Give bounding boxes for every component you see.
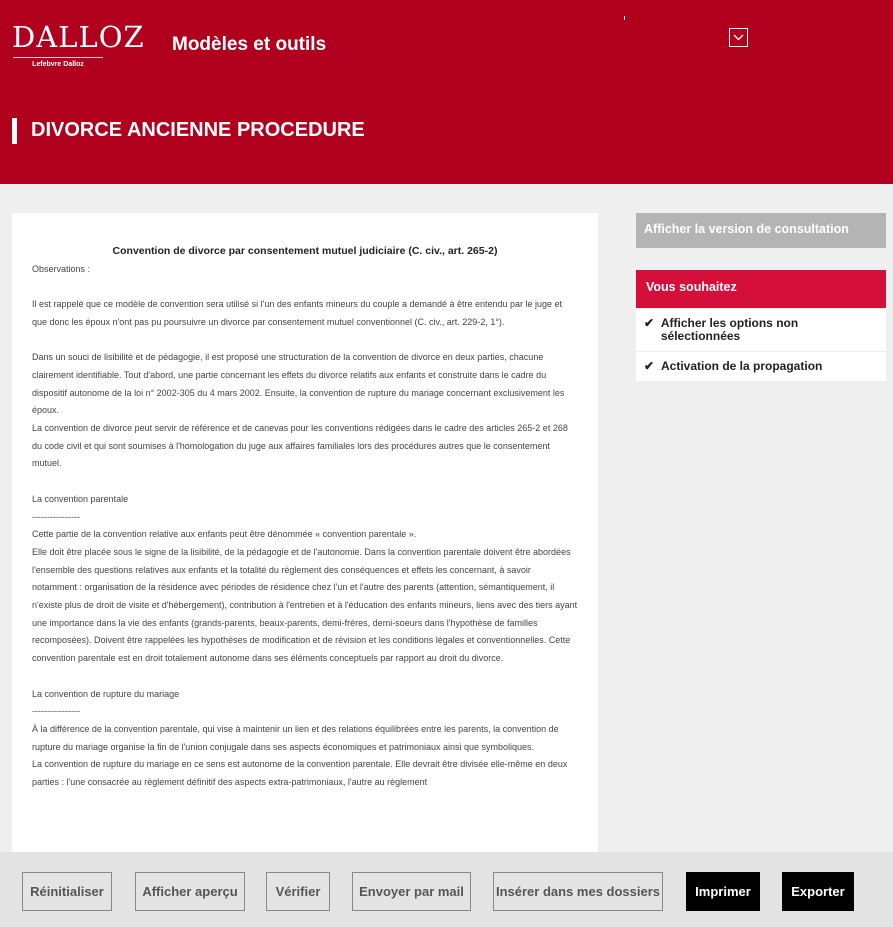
app-title: Modèles et outils <box>172 34 327 55</box>
page-title: DIVORCE ANCIENNE PROCEDURE <box>31 119 365 141</box>
header-divider <box>624 16 625 20</box>
chevron-down-icon[interactable] <box>729 28 748 47</box>
option-propagation[interactable] <box>636 351 886 381</box>
title-accent-bar <box>12 118 17 144</box>
section-rule: ---------------- <box>32 706 80 717</box>
action-bar <box>0 852 893 927</box>
paragraph: Il est rappelé que ce modèle de convention sera utilisé si l'un des enfants mineurs du couple a demandé à être entendu par le juge et que donc les époux n'ont pas pu poursuivre un divorce par consentement mutuel conventionnel (C. civ., art. 229-2, 1°). <box>32 299 563 327</box>
section-title: La convention parentale <box>32 493 129 504</box>
print-button[interactable]: Imprimer <box>686 872 760 911</box>
options-panel <box>636 270 886 381</box>
logo-wordmark: DALLOZ <box>12 20 145 54</box>
export-button[interactable]: Exporter <box>782 872 854 911</box>
document-panel[interactable] <box>12 213 598 853</box>
paragraph: La convention de rupture du mariage en ce sens est autonome de la convention parentale. Elle devrait être divisée elle-même en deux parties : l'une consacrée au règlement définitif des aspects extra-patrimoniaux, l'autre au règlement <box>32 759 568 788</box>
dalloz-logo[interactable] <box>12 20 145 68</box>
insert-folders-button[interactable]: Insérer dans mes dossiers <box>493 872 663 911</box>
observations-label: Observations : <box>32 263 91 274</box>
options-title: Vous souhaitez <box>636 270 886 308</box>
option-label: Activation de la propagation <box>661 359 823 373</box>
header <box>0 0 893 184</box>
logo-subtitle: Lefebvre Dalloz <box>32 61 84 68</box>
paragraph: Cette partie de la convention relative aux enfants peut être dénommée « convention parentale ». <box>32 529 417 540</box>
paragraph: Elle doit être placée sous le signe de la lisibilité, de la pédagogie et de l'autonomie. Dans la convention parentale doivent être abordées l'ensemble des questions relatives aux enfants et la totalité du règlement des conséquences et effets les concernant, à savoir notamment : organisation de la résidence avec périodes de résidence chez l'un et l'autre des parents (attention, sémantiquement, il n'existe plus de droit de visite et d'hébergement), contribution à l'entretien et à l'éducation des enfants mineurs, liens avec des tiers ayant une importance dans la vie des enfants (grands-parents, beaux-parents, demi-frères, demi-soeurs dans l'hypothèse de familles recomposées). Doivent être rappelées les hypothèses de modification et de révision et les conditions légales et conventionnelles. Cette convention parentale est en droit totalement autonome dans ses éléments conceptuels par rapport au droit du divorce. <box>32 546 578 664</box>
document-content <box>12 213 598 792</box>
consult-version-button[interactable]: Afficher la version de consultation <box>636 213 886 248</box>
section-rule: ---------------- <box>32 511 80 522</box>
document-heading: Convention de divorce par consentement mutuel judiciaire (C. civ., art. 265-2) <box>112 245 498 257</box>
paragraph: À la différence de la convention parentale, qui vise à maintenir un lien et des relations équilibrées entre les parents, la convention de rupture du mariage organise la fin de l'union conjugale dans ses aspects économiques et patrimoniaux ainsi que symboliques. <box>32 723 559 752</box>
checkmark-icon[interactable]: ✔ <box>644 316 655 330</box>
logo-rule <box>13 57 103 58</box>
preview-button[interactable]: Afficher aperçu <box>135 872 245 911</box>
checkmark-icon[interactable]: ✔ <box>644 359 655 373</box>
paragraph: La convention de divorce peut servir de référence et de canevas pour les conventions rédigées dans le cadre des articles 265-2 et 268 du code civil et qui sont soumises à l'homologation du juge aux affaires familiales lors des procédures autres que le consentement mutuel. <box>32 423 568 469</box>
option-show-unselected[interactable] <box>636 308 886 351</box>
reset-button[interactable]: Réinitialiser <box>22 872 112 911</box>
paragraph: Dans un souci de lisibilité et de pédagogie, il est proposé une structuration de la convention de divorce en deux parties, chacune clairement identifiable. Tout d'abord, une partie concernant les effets du divorce relatifs aux enfants et construite dans le cadre du dispositif autonome de la loi n° 2002-305 du 4 mars 2002. Ensuite, la convention de rupture du mariage concernant exclusivement les époux. <box>32 352 565 416</box>
verify-button[interactable]: Vérifier <box>266 872 330 911</box>
send-mail-button[interactable]: Envoyer par mail <box>352 872 471 911</box>
option-label: Afficher les options non sélectionnées <box>660 316 799 343</box>
section-title: La convention de rupture du mariage <box>32 688 180 699</box>
